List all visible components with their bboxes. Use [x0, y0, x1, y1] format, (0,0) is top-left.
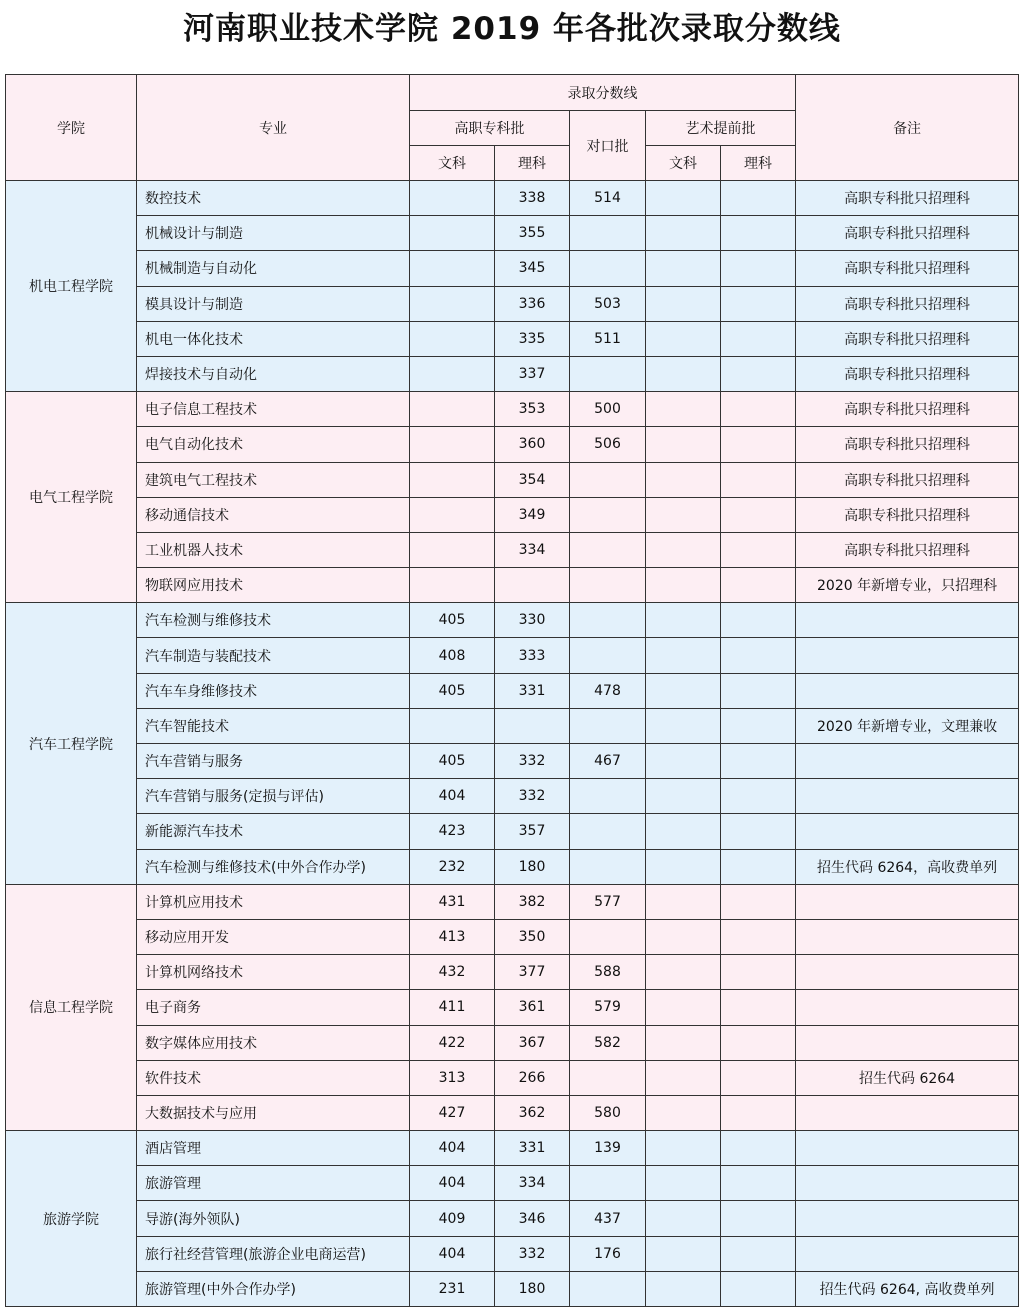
- major-cell: 移动应用开发: [137, 919, 410, 954]
- header-vocational-batch: 高职专科批: [410, 111, 570, 146]
- art-science-score: [721, 1025, 796, 1060]
- remark-cell: 高职专科批只招理科: [796, 427, 1019, 462]
- art-arts-score: [646, 1166, 721, 1201]
- art-arts-score: [646, 603, 721, 638]
- counterpart-score: [570, 1060, 646, 1095]
- counterpart-score: [570, 251, 646, 286]
- art-science-score: [721, 286, 796, 321]
- vocational-science-score: 266: [495, 1060, 570, 1095]
- table-row: [6, 532, 1019, 567]
- remark-cell: 2020 年新增专业，只招理科: [796, 568, 1019, 603]
- remark-cell: 高职专科批只招理科: [796, 532, 1019, 567]
- art-science-score: [721, 1131, 796, 1166]
- vocational-arts-score: [410, 462, 495, 497]
- vocational-science-score: 355: [495, 216, 570, 251]
- college-cell: 汽车工程学院: [6, 603, 137, 885]
- table-row: [6, 1131, 1019, 1166]
- header-counterpart-batch: 对口批: [570, 111, 646, 181]
- major-cell: 机电一体化技术: [137, 321, 410, 356]
- art-arts-score: [646, 532, 721, 567]
- vocational-arts-score: [410, 708, 495, 743]
- art-science-score: [721, 744, 796, 779]
- art-science-score: [721, 884, 796, 919]
- counterpart-score: 500: [570, 392, 646, 427]
- remark-cell: [796, 1025, 1019, 1060]
- art-science-score: [721, 427, 796, 462]
- vocational-science-score: 377: [495, 955, 570, 990]
- table-row: [6, 392, 1019, 427]
- vocational-arts-score: 231: [410, 1271, 495, 1306]
- remark-cell: [796, 919, 1019, 954]
- major-cell: 工业机器人技术: [137, 532, 410, 567]
- art-science-score: [721, 1236, 796, 1271]
- vocational-science-score: 360: [495, 427, 570, 462]
- art-science-score: [721, 181, 796, 216]
- art-science-score: [721, 1201, 796, 1236]
- art-science-score: [721, 356, 796, 391]
- art-science-score: [721, 532, 796, 567]
- art-arts-score: [646, 1025, 721, 1060]
- vocational-science-score: 335: [495, 321, 570, 356]
- art-science-score: [721, 1060, 796, 1095]
- counterpart-score: 176: [570, 1236, 646, 1271]
- art-science-score: [721, 919, 796, 954]
- art-arts-score: [646, 321, 721, 356]
- table-row: [6, 779, 1019, 814]
- remark-cell: 高职专科批只招理科: [796, 497, 1019, 532]
- major-cell: 旅游管理(中外合作办学): [137, 1271, 410, 1306]
- vocational-science-score: 345: [495, 251, 570, 286]
- vocational-arts-score: 405: [410, 744, 495, 779]
- table-row: [6, 497, 1019, 532]
- remark-cell: 高职专科批只招理科: [796, 251, 1019, 286]
- vocational-science-score: 331: [495, 1131, 570, 1166]
- vocational-science-score: 354: [495, 462, 570, 497]
- remark-cell: 高职专科批只招理科: [796, 286, 1019, 321]
- vocational-science-score: 346: [495, 1201, 570, 1236]
- header-score-line: 录取分数线: [410, 75, 796, 111]
- remark-cell: [796, 990, 1019, 1025]
- major-cell: 软件技术: [137, 1060, 410, 1095]
- art-arts-score: [646, 1271, 721, 1306]
- vocational-science-score: 332: [495, 1236, 570, 1271]
- vocational-arts-score: [410, 356, 495, 391]
- table-row: [6, 814, 1019, 849]
- vocational-arts-score: [410, 392, 495, 427]
- art-science-score: [721, 955, 796, 990]
- art-arts-score: [646, 1095, 721, 1130]
- table-row: [6, 1025, 1019, 1060]
- art-arts-score: [646, 251, 721, 286]
- table-row: [6, 568, 1019, 603]
- vocational-science-score: 350: [495, 919, 570, 954]
- admission-score-table: [5, 74, 1019, 1307]
- vocational-arts-score: 404: [410, 1236, 495, 1271]
- remark-cell: 高职专科批只招理科: [796, 321, 1019, 356]
- counterpart-score: [570, 814, 646, 849]
- table-row: [6, 356, 1019, 391]
- counterpart-score: [570, 356, 646, 391]
- major-cell: 数字媒体应用技术: [137, 1025, 410, 1060]
- vocational-science-score: 353: [495, 392, 570, 427]
- remark-cell: [796, 603, 1019, 638]
- vocational-arts-score: [410, 251, 495, 286]
- table-row: [6, 1095, 1019, 1130]
- table-row: [6, 1271, 1019, 1306]
- table-row: [6, 638, 1019, 673]
- major-cell: 移动通信技术: [137, 497, 410, 532]
- counterpart-score: [570, 849, 646, 884]
- vocational-science-score: 180: [495, 1271, 570, 1306]
- table-row: [6, 673, 1019, 708]
- counterpart-score: [570, 568, 646, 603]
- counterpart-score: 588: [570, 955, 646, 990]
- vocational-arts-score: 427: [410, 1095, 495, 1130]
- vocational-science-score: 332: [495, 779, 570, 814]
- art-arts-score: [646, 1060, 721, 1095]
- counterpart-score: 577: [570, 884, 646, 919]
- art-science-score: [721, 603, 796, 638]
- major-cell: 物联网应用技术: [137, 568, 410, 603]
- vocational-arts-score: 411: [410, 990, 495, 1025]
- table-row: [6, 744, 1019, 779]
- art-arts-score: [646, 427, 721, 462]
- vocational-science-score: 357: [495, 814, 570, 849]
- major-cell: 机械设计与制造: [137, 216, 410, 251]
- major-cell: 导游(海外领队): [137, 1201, 410, 1236]
- art-arts-score: [646, 462, 721, 497]
- counterpart-score: [570, 1271, 646, 1306]
- major-cell: 汽车检测与维修技术(中外合作办学): [137, 849, 410, 884]
- art-science-score: [721, 673, 796, 708]
- counterpart-score: 511: [570, 321, 646, 356]
- counterpart-score: 514: [570, 181, 646, 216]
- counterpart-score: [570, 1166, 646, 1201]
- major-cell: 电气自动化技术: [137, 427, 410, 462]
- major-cell: 汽车营销与服务(定损与评估): [137, 779, 410, 814]
- table-row: [6, 286, 1019, 321]
- vocational-arts-score: 404: [410, 1131, 495, 1166]
- art-science-score: [721, 708, 796, 743]
- table-row: [6, 251, 1019, 286]
- vocational-arts-score: [410, 286, 495, 321]
- major-cell: 旅游管理: [137, 1166, 410, 1201]
- vocational-arts-score: 405: [410, 673, 495, 708]
- vocational-science-score: [495, 708, 570, 743]
- page-title: 河南职业技术学院 2019 年各批次录取分数线: [183, 11, 841, 47]
- art-science-score: [721, 568, 796, 603]
- counterpart-score: [570, 603, 646, 638]
- art-arts-score: [646, 216, 721, 251]
- remark-cell: 招生代码 6264，高收费单列: [796, 849, 1019, 884]
- header-arts: 文科: [410, 146, 495, 181]
- major-cell: 建筑电气工程技术: [137, 462, 410, 497]
- table-body: [6, 181, 1019, 1307]
- college-cell: 机电工程学院: [6, 181, 137, 392]
- art-science-score: [721, 1095, 796, 1130]
- art-science-score: [721, 392, 796, 427]
- remark-cell: [796, 673, 1019, 708]
- table-row: [6, 849, 1019, 884]
- table-row: [6, 427, 1019, 462]
- header-major: 专业: [137, 75, 410, 181]
- counterpart-score: 580: [570, 1095, 646, 1130]
- art-science-score: [721, 462, 796, 497]
- vocational-arts-score: 413: [410, 919, 495, 954]
- counterpart-score: [570, 532, 646, 567]
- remark-cell: 高职专科批只招理科: [796, 462, 1019, 497]
- major-cell: 汽车检测与维修技术: [137, 603, 410, 638]
- major-cell: 旅行社经营管理(旅游企业电商运营): [137, 1236, 410, 1271]
- header-art-arts: 文科: [646, 146, 721, 181]
- art-arts-score: [646, 286, 721, 321]
- major-cell: 汽车车身维修技术: [137, 673, 410, 708]
- header-college: 学院: [6, 75, 137, 181]
- remark-cell: [796, 1131, 1019, 1166]
- major-cell: 电子商务: [137, 990, 410, 1025]
- counterpart-score: 139: [570, 1131, 646, 1166]
- header-science: 理科: [495, 146, 570, 181]
- counterpart-score: [570, 462, 646, 497]
- table-row: [6, 1201, 1019, 1236]
- header-art-batch: 艺术提前批: [646, 111, 796, 146]
- vocational-science-score: 362: [495, 1095, 570, 1130]
- table-row: [6, 321, 1019, 356]
- major-cell: 计算机应用技术: [137, 884, 410, 919]
- table-row: [6, 462, 1019, 497]
- vocational-science-score: 349: [495, 497, 570, 532]
- art-arts-score: [646, 779, 721, 814]
- vocational-arts-score: [410, 532, 495, 567]
- remark-cell: [796, 1236, 1019, 1271]
- remark-cell: [796, 744, 1019, 779]
- counterpart-score: 506: [570, 427, 646, 462]
- remark-cell: [796, 814, 1019, 849]
- table-row: [6, 1236, 1019, 1271]
- table-header: [6, 75, 1019, 181]
- table-row: [6, 919, 1019, 954]
- counterpart-score: [570, 497, 646, 532]
- art-arts-score: [646, 497, 721, 532]
- major-cell: 电子信息工程技术: [137, 392, 410, 427]
- art-science-score: [721, 638, 796, 673]
- table-row: [6, 1166, 1019, 1201]
- table-row: [6, 181, 1019, 216]
- vocational-science-score: 336: [495, 286, 570, 321]
- vocational-science-score: 330: [495, 603, 570, 638]
- art-arts-score: [646, 392, 721, 427]
- art-science-score: [721, 779, 796, 814]
- vocational-arts-score: 422: [410, 1025, 495, 1060]
- art-arts-score: [646, 919, 721, 954]
- vocational-arts-score: 431: [410, 884, 495, 919]
- vocational-arts-score: 432: [410, 955, 495, 990]
- vocational-science-score: 334: [495, 1166, 570, 1201]
- art-science-score: [721, 216, 796, 251]
- counterpart-score: [570, 638, 646, 673]
- vocational-arts-score: 408: [410, 638, 495, 673]
- art-arts-score: [646, 814, 721, 849]
- vocational-science-score: 338: [495, 181, 570, 216]
- major-cell: 酒店管理: [137, 1131, 410, 1166]
- vocational-arts-score: 232: [410, 849, 495, 884]
- major-cell: 汽车制造与装配技术: [137, 638, 410, 673]
- vocational-arts-score: 313: [410, 1060, 495, 1095]
- remark-cell: 招生代码 6264, 高收费单列: [796, 1271, 1019, 1306]
- remark-cell: [796, 1095, 1019, 1130]
- counterpart-score: [570, 919, 646, 954]
- vocational-science-score: 382: [495, 884, 570, 919]
- remark-cell: [796, 955, 1019, 990]
- art-arts-score: [646, 638, 721, 673]
- remark-cell: 招生代码 6264: [796, 1060, 1019, 1095]
- major-cell: 汽车智能技术: [137, 708, 410, 743]
- college-cell: 信息工程学院: [6, 884, 137, 1130]
- art-arts-score: [646, 673, 721, 708]
- art-science-score: [721, 1166, 796, 1201]
- vocational-arts-score: [410, 321, 495, 356]
- vocational-arts-score: [410, 427, 495, 462]
- counterpart-score: 579: [570, 990, 646, 1025]
- art-arts-score: [646, 1236, 721, 1271]
- vocational-arts-score: [410, 181, 495, 216]
- art-arts-score: [646, 568, 721, 603]
- table-row: [6, 603, 1019, 638]
- table-row: [6, 216, 1019, 251]
- major-cell: 机械制造与自动化: [137, 251, 410, 286]
- art-arts-score: [646, 849, 721, 884]
- remark-cell: [796, 1166, 1019, 1201]
- remark-cell: 高职专科批只招理科: [796, 392, 1019, 427]
- college-cell: 电气工程学院: [6, 392, 137, 603]
- vocational-science-score: 333: [495, 638, 570, 673]
- header-art-science: 理科: [721, 146, 796, 181]
- vocational-arts-score: 404: [410, 1166, 495, 1201]
- college-cell: 旅游学院: [6, 1131, 137, 1307]
- art-arts-score: [646, 356, 721, 391]
- art-science-score: [721, 990, 796, 1025]
- remark-cell: [796, 1201, 1019, 1236]
- counterpart-score: 478: [570, 673, 646, 708]
- vocational-science-score: 367: [495, 1025, 570, 1060]
- vocational-science-score: 337: [495, 356, 570, 391]
- table-row: [6, 990, 1019, 1025]
- art-science-score: [721, 321, 796, 356]
- art-science-score: [721, 814, 796, 849]
- vocational-arts-score: 423: [410, 814, 495, 849]
- major-cell: 汽车营销与服务: [137, 744, 410, 779]
- vocational-science-score: 361: [495, 990, 570, 1025]
- counterpart-score: 437: [570, 1201, 646, 1236]
- art-arts-score: [646, 1201, 721, 1236]
- remark-cell: [796, 779, 1019, 814]
- art-arts-score: [646, 708, 721, 743]
- counterpart-score: 467: [570, 744, 646, 779]
- vocational-arts-score: [410, 216, 495, 251]
- major-cell: 计算机网络技术: [137, 955, 410, 990]
- vocational-arts-score: 405: [410, 603, 495, 638]
- art-arts-score: [646, 955, 721, 990]
- remark-cell: 高职专科批只招理科: [796, 216, 1019, 251]
- major-cell: 新能源汽车技术: [137, 814, 410, 849]
- table-row: [6, 1060, 1019, 1095]
- major-cell: 数控技术: [137, 181, 410, 216]
- art-science-score: [721, 1271, 796, 1306]
- remark-cell: [796, 638, 1019, 673]
- remark-cell: 2020 年新增专业，文理兼收: [796, 708, 1019, 743]
- table-row: [6, 884, 1019, 919]
- art-science-score: [721, 251, 796, 286]
- vocational-arts-score: [410, 497, 495, 532]
- art-arts-score: [646, 884, 721, 919]
- vocational-arts-score: 404: [410, 779, 495, 814]
- major-cell: 焊接技术与自动化: [137, 356, 410, 391]
- counterpart-score: [570, 779, 646, 814]
- counterpart-score: [570, 708, 646, 743]
- art-arts-score: [646, 181, 721, 216]
- vocational-arts-score: 409: [410, 1201, 495, 1236]
- table-row: [6, 955, 1019, 990]
- art-arts-score: [646, 1131, 721, 1166]
- vocational-science-score: 331: [495, 673, 570, 708]
- counterpart-score: 503: [570, 286, 646, 321]
- vocational-science-score: 332: [495, 744, 570, 779]
- header-remarks: 备注: [796, 75, 1019, 181]
- art-arts-score: [646, 990, 721, 1025]
- vocational-arts-score: [410, 568, 495, 603]
- art-science-score: [721, 849, 796, 884]
- art-science-score: [721, 497, 796, 532]
- major-cell: 模具设计与制造: [137, 286, 410, 321]
- counterpart-score: 582: [570, 1025, 646, 1060]
- vocational-science-score: [495, 568, 570, 603]
- art-arts-score: [646, 744, 721, 779]
- remark-cell: 高职专科批只招理科: [796, 181, 1019, 216]
- table-row: [6, 708, 1019, 743]
- remark-cell: 高职专科批只招理科: [796, 356, 1019, 391]
- vocational-science-score: 334: [495, 532, 570, 567]
- remark-cell: [796, 884, 1019, 919]
- counterpart-score: [570, 216, 646, 251]
- major-cell: 大数据技术与应用: [137, 1095, 410, 1130]
- vocational-science-score: 180: [495, 849, 570, 884]
